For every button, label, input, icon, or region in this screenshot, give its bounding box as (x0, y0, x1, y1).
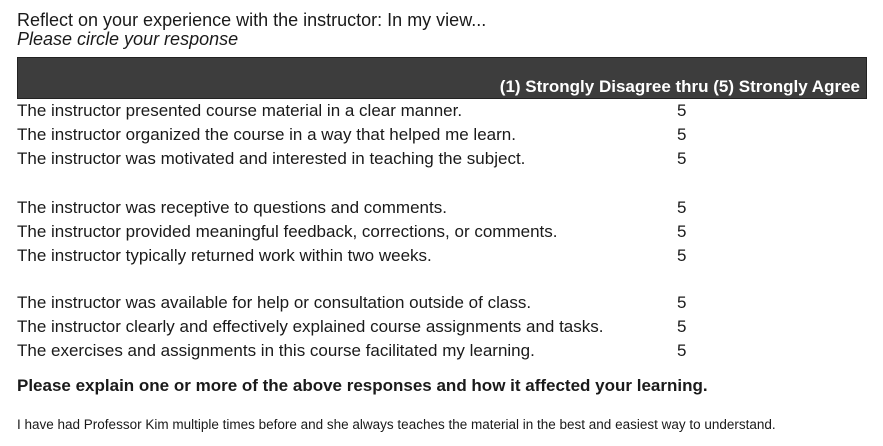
question-rating: 5 (677, 341, 687, 360)
question-text: The instructor provided meaningful feedback, corrections, or comments. (17, 222, 558, 241)
rating-scale-label: (1) Strongly Disagree thru (5) Strongly Agree (499, 77, 860, 96)
question-rating: 5 (677, 198, 687, 217)
intro-heading: Reflect on your experience with the instructor: In my view... (17, 10, 487, 30)
question-text: The instructor clearly and effectively explained course assignments and tasks. (17, 317, 604, 336)
question-text: The instructor was receptive to questions and comments. (17, 198, 447, 217)
question-rating: 5 (677, 222, 687, 241)
question-text: The instructor presented course material in a clear manner. (17, 101, 463, 120)
question-rating: 5 (677, 317, 687, 336)
question-rating: 5 (677, 101, 687, 120)
rating-scale-header (17, 57, 867, 99)
intro-instruction: Please circle your response (17, 29, 239, 49)
explain-prompt: Please explain one or more of the above responses and how it affected your learning. (17, 376, 708, 395)
question-text: The instructor organized the course in a way that helped me learn. (17, 125, 516, 144)
question-text: The instructor typically returned work within two weeks. (17, 246, 432, 265)
question-rating: 5 (677, 246, 687, 265)
question-text: The instructor was available for help or consultation outside of class. (17, 293, 532, 312)
question-text: The instructor was motivated and interested in teaching the subject. (17, 149, 526, 168)
question-rating: 5 (677, 149, 687, 168)
question-rating: 5 (677, 125, 687, 144)
student-response: I have had Professor Kim multiple times before and she always teaches the material in the best and easiest way to understand. (17, 417, 776, 432)
question-text: The exercises and assignments in this course facilitated my learning. (17, 341, 535, 360)
question-rating: 5 (677, 293, 687, 312)
